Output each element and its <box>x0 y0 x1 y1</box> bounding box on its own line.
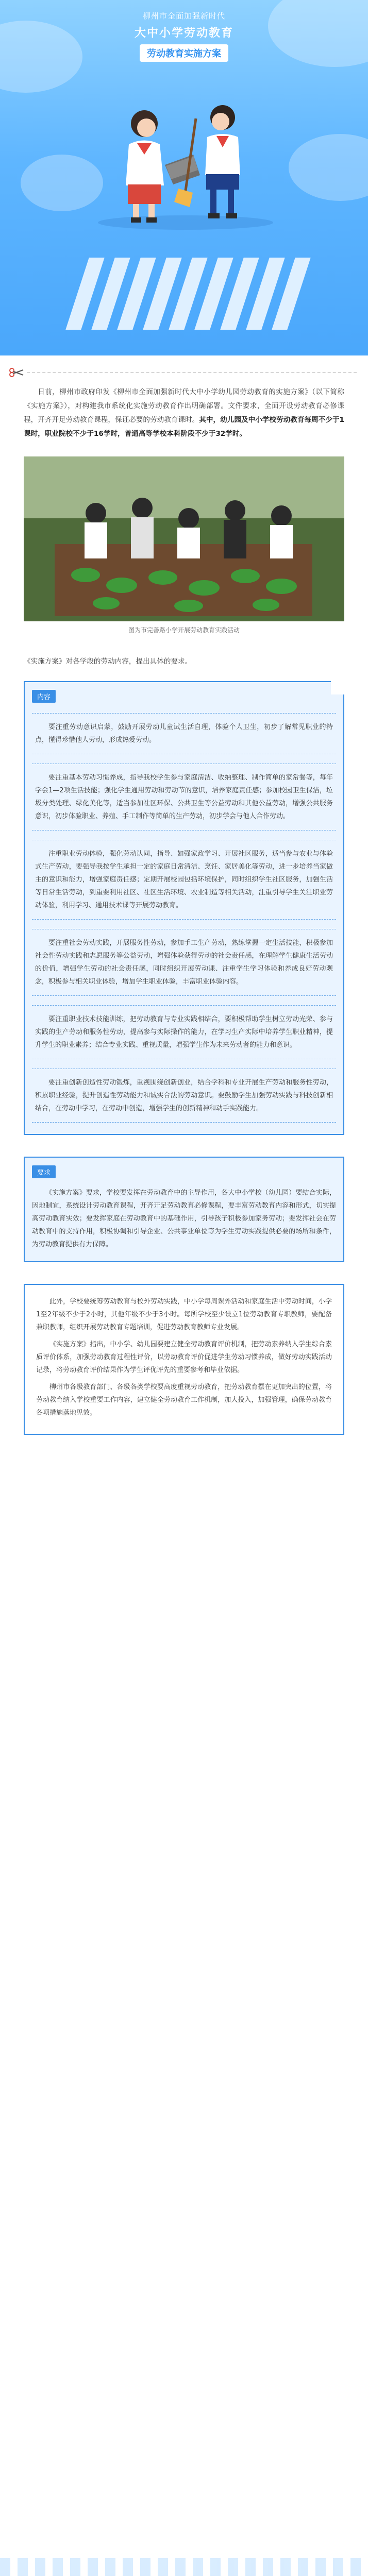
content-text: 要注重基本劳动习惯养成，指导我校学生参与家庭清洁、收纳整理、制作简单的家常餐等，每年学会1—2项生活技能；强化学生通用劳动和劳动节的意识，培养家庭责任感；参加校园卫生保洁，垃圾分类处理、绿化美化等，适当参加社区环保、公共卫生等公益劳动和其他公益劳动，增强公共服务意识，初步体验职业、养殖、手工制作等简单的生产劳动，初步学会与他人合作劳动。 <box>35 774 333 820</box>
hero-tag: 劳动教育实施方案 <box>140 44 228 62</box>
hero-main-title: 大中小学劳动教育 <box>134 27 233 40</box>
section-header <box>32 1164 336 1179</box>
photo-illustration <box>24 456 344 621</box>
content-section <box>24 681 344 1135</box>
intro-paragraph: 日前，柳州市政府印发《柳州市全面加强新时代大中小学幼儿园劳动教育的实施方案》（以下简称《实施方案》），对构建我市系统化实施劳动教育作出明确部署。文件要求，全面开设劳动教育必修课程，开齐开足劳动教育课程，保证必要的劳动教育课时。其中，幼儿园及中小学校劳动教育每周不少于1课时，职业院校不少于16学时，普通高等学校本科阶段不少于32学时。 <box>24 388 344 438</box>
closing-paragraph: 此外，学校要统筹劳动教育与校外劳动实践，中小学每周课外活动和家庭生活中劳动时间，小学1至2年级不少于2小时，其他年级不少于3小时。每所学校至少设立1位劳动教育专职教师，要配备兼职教师，组织开展劳动教育专题培训，促进劳动教育教师专业发展。 <box>36 1298 332 1331</box>
section-label: 内容 <box>32 690 56 703</box>
content-item <box>32 1069 336 1123</box>
photo-caption: 图为市完善路小学开展劳动教育实践活动 <box>128 626 240 634</box>
intro-section <box>0 355 368 441</box>
footer-decoration <box>0 2558 368 2576</box>
closing-paragraph: 《实施方案》指出，中小学、幼儿园要建立健全劳动教育评价机制，把劳动素养纳入学生综合素质评价体系，加强劳动教育过程性评价，以劳动教育评价促进学生劳动习惯养成，做好劳动实践活动记录，将劳动教育评价结果作为学生评优评先的重要参考和毕业依据。 <box>36 1341 332 1374</box>
lead-text: 《实施方案》对各学段的劳动内容，提出具体的要求。 <box>24 657 192 666</box>
students-labor-illustration <box>88 88 283 232</box>
scissors-icon <box>9 368 24 377</box>
content-item <box>32 764 336 831</box>
content-text: 要注重劳动意识启蒙，鼓励开展劳动儿童试生活自理，体验个人卫生，初步了解常见职业的特点，懂得珍惜他人劳动，形成热爱劳动。 <box>35 723 333 744</box>
hero-small-title: 柳州市全面加强新时代 <box>142 11 225 21</box>
content-item <box>32 929 336 996</box>
crosswalk-decoration <box>72 258 299 330</box>
content-text: 要注重职业技术技能训练，把劳动教育与专业实践相结合，要积极帮助学生树立劳动光荣、参与实践的生产劳动和服务性劳动，提高参与实际操作的能力，在学习生产实际中培养学生职业精神，提升学生的职业素养；结合专业实践、重视质量，增强学生作为未来劳动者的能力和意识。 <box>35 1015 333 1049</box>
cloud-decoration <box>268 0 368 67</box>
intro-highlight: 其中，幼儿园及中小学校劳动教育每周不少于1课时，职业院校不少于16学时，普通高等学校本科阶段不少于32学时。 <box>24 416 344 438</box>
closing-paragraph: 柳州市各级教育部门、各级各类学校要高度重视劳动教育，把劳动教育摆在更加突出的位置，将劳动教育纳入学校重要工作内容，建立健全劳动教育工作机制，加大投入，加强管理，确保劳动教育各项措施落地见效。 <box>36 1383 332 1417</box>
requirements-text: 《实施方案》要求，学校要发挥在劳动教育中的主导作用，各大中小学校（幼儿园）要结合实际，因地制宜，系统设计劳动教育课程，开齐开足劳动教育必修课程，要丰富劳动教育内容和形式，切实提高劳动教育实效；要发挥家庭在劳动教育中的基础作用，引导孩子积极参加家务劳动；要发挥社会在劳动教育中的支持作用，积极协调和引导企业、公共事业单位等为学生劳动实践提供必要的场所和条件，为劳动教育提供有力保障。 <box>32 1189 336 1248</box>
content-text: 注重职业劳动体验，强化劳动认同，指导、如强家政学习、开展社区服务，适当参与农业与体验式生产劳动，要强导我按学生承担一定的家庭日常清洁、烹饪、家居美化等劳动，进一步培养当家做主的意识和能力，增强家庭责任感；定期开展校园包括环境保护，同时组织学生社区服务，加强生活等日常生活劳动，到重要利用社区、社区生活环境、农业制造等相关活动，注重引导学生关注职业劳动体验，利用学习、通用技术课等开展劳动教育。 <box>35 850 333 909</box>
content-item <box>32 1005 336 1059</box>
hero-title-block <box>124 10 244 62</box>
content-text: 要注重创新创造性劳动锻炼，重视围绕创新创业，结合学科和专业开展生产劳动和服务性劳动，积累职业经验，提升创造性劳动能力和诚实合法的劳动意识。要鼓励学生加强劳动实践与科技创新相结合，在劳动中学习，在劳动中创造，增强学生的创新精神和动手实践能力。 <box>35 1079 333 1112</box>
hero-banner <box>0 0 368 355</box>
content-item <box>32 713 336 754</box>
content-text: 要注重社会劳动实践，开展服务性劳动，参加手工生产劳动，熟练掌握一定生活技能，积极参加社会性劳动实践和志愿服务等公益劳动，增强体验获得劳动的社会责任感，在理解学生健康生活劳动的价值，增强学生劳动的社会责任感，同时组织开展劳动课、注重学生学习体验和养成良好劳动观念，积极参与相关职业体验，增加学生职业体验，丰富职业体验内容。 <box>35 939 333 986</box>
corner-notch <box>331 681 344 694</box>
cloud-decoration <box>289 134 368 201</box>
cloud-decoration <box>0 21 82 93</box>
dashed-divider <box>27 372 357 373</box>
section-header <box>32 688 336 704</box>
closing-section <box>24 1284 344 1435</box>
content-item <box>32 840 336 920</box>
section-label: 要求 <box>32 1165 56 1178</box>
requirements-section <box>24 1157 344 1262</box>
activity-photo <box>24 456 344 621</box>
